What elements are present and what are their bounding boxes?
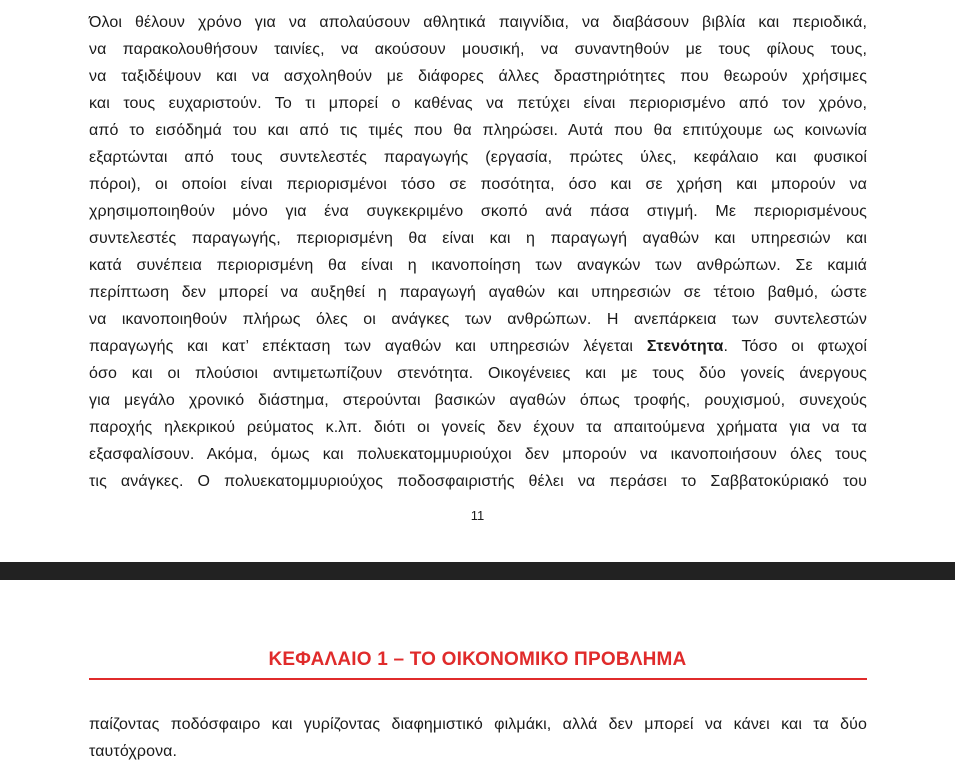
scarcity-term: Στενότητα: [646, 338, 724, 355]
text-line: να παρακολουθήσουν ταινίες, να ακούσουν μουσική, να συναντηθούν με τους φίλους τους,: [89, 41, 867, 58]
text-line: ταυτόχρονα.: [89, 743, 178, 760]
page-separator: [0, 562, 955, 580]
text-line: παροχής ηλεκρικού ρεύματος κ.λπ. διότι οι γονείς δεν έχουν τα απαιτούμενα χρήματα για να τα: [89, 419, 867, 436]
text-line-scarcity: [89, 333, 867, 360]
text-line: κατά συνέπεια περιορισμένη θα είναι η ικανοποίηση των αναγκών των ανθρώπων. Σε καμιά: [89, 257, 867, 274]
text-fragment: . Τόσο οι φτωχοί: [723, 338, 867, 355]
text-line: όσο και οι πλούσιοι αντιμετωπίζουν στενότητα. Οικογένειες και με τους δύο γονείς άνεργους: [89, 365, 867, 382]
document-page-bottom: [0, 580, 955, 777]
text-line: χρησιμοποιηθούν μόνο για ένα συγκεκριμένο σκοπό ανά πάσα στιγμή. Με περιορισμένους: [89, 203, 867, 220]
paragraph-continuation: [89, 711, 867, 765]
text-line: συντελεστές παραγωγής, περιορισμένη θα είναι και η παραγωγή αγαθών και υπηρεσιών και: [89, 230, 867, 247]
text-fragment: παραγωγής και κατ’ επέκταση των αγαθών και υπηρεσιών λέγεται: [89, 338, 647, 355]
heading-divider: [89, 678, 867, 680]
text-line: τις ανάγκες. Ο πολυεκατομμυριούχος ποδοσφαιριστής θέλει να περάσει το Σαββατοκύριακό του: [89, 473, 867, 490]
text-line: από το εισόδημά του και από τις τιμές που θα πληρώσει. Αυτά που θα επιτύχουμε ως κοινωνία: [89, 122, 867, 139]
paragraph-scarcity: [89, 9, 867, 495]
text-line: περίπτωση δεν μπορεί να αυξηθεί η παραγωγή αγαθών και υπηρεσιών σε τέτοιο βαθμό, ώστε: [89, 284, 867, 301]
text-line: εξασφαλίσουν. Ακόμα, όμως και πολυεκατομμυριούχοι δεν μπορούν να ικανοποιήσουν όλες τους: [89, 446, 867, 463]
text-line: να ταξιδέψουν και να ασχοληθούν με διάφορες άλλες δραστηριότητες που θεωρούν χρήσιμες: [89, 68, 867, 85]
page-number: 11: [470, 508, 485, 523]
text-line: για μεγάλο χρονικό διάστημα, στερούνται βασικών αγαθών όπως τροφής, ρουχισμού, συνεχούς: [89, 392, 867, 409]
text-line: εξαρτώνται από τους συντελεστές παραγωγής (εργασία, πρώτες ύλες, κεφάλαιο και φυσικοί: [89, 149, 867, 166]
text-line: πόροι), οι οποίοι είναι περιορισμένοι τόσο σε ποσότητα, όσο και σε χρήση και μπορούν να: [89, 176, 867, 193]
text-line: και τους ευχαριστούν. Το τι μπορεί ο καθένας να πετύχει είναι περιορισμένο από τον χρόνο,: [89, 95, 867, 112]
chapter-heading: ΚΕΦΑΛΑΙΟ 1 – ΤΟ ΟΙΚΟΝΟΜΙΚΟ ΠΡΟΒΛΗΜΑ: [268, 649, 687, 670]
text-line: να ικανοποιηθούν πλήρως όλες οι ανάγκες των ανθρώπων. Η ανεπάρκεια των συντελεστών: [89, 311, 867, 328]
text-line: Όλοι θέλουν χρόνο για να απολαύσουν αθλητικά παιγνίδια, να διαβάσουν βιβλία και περιοδικά,: [89, 14, 867, 31]
text-line: παίζοντας ποδόσφαιρο και γυρίζοντας διαφημιστικό φιλμάκι, αλλά δεν μπορεί να κάνει και τα δύο: [89, 716, 867, 733]
